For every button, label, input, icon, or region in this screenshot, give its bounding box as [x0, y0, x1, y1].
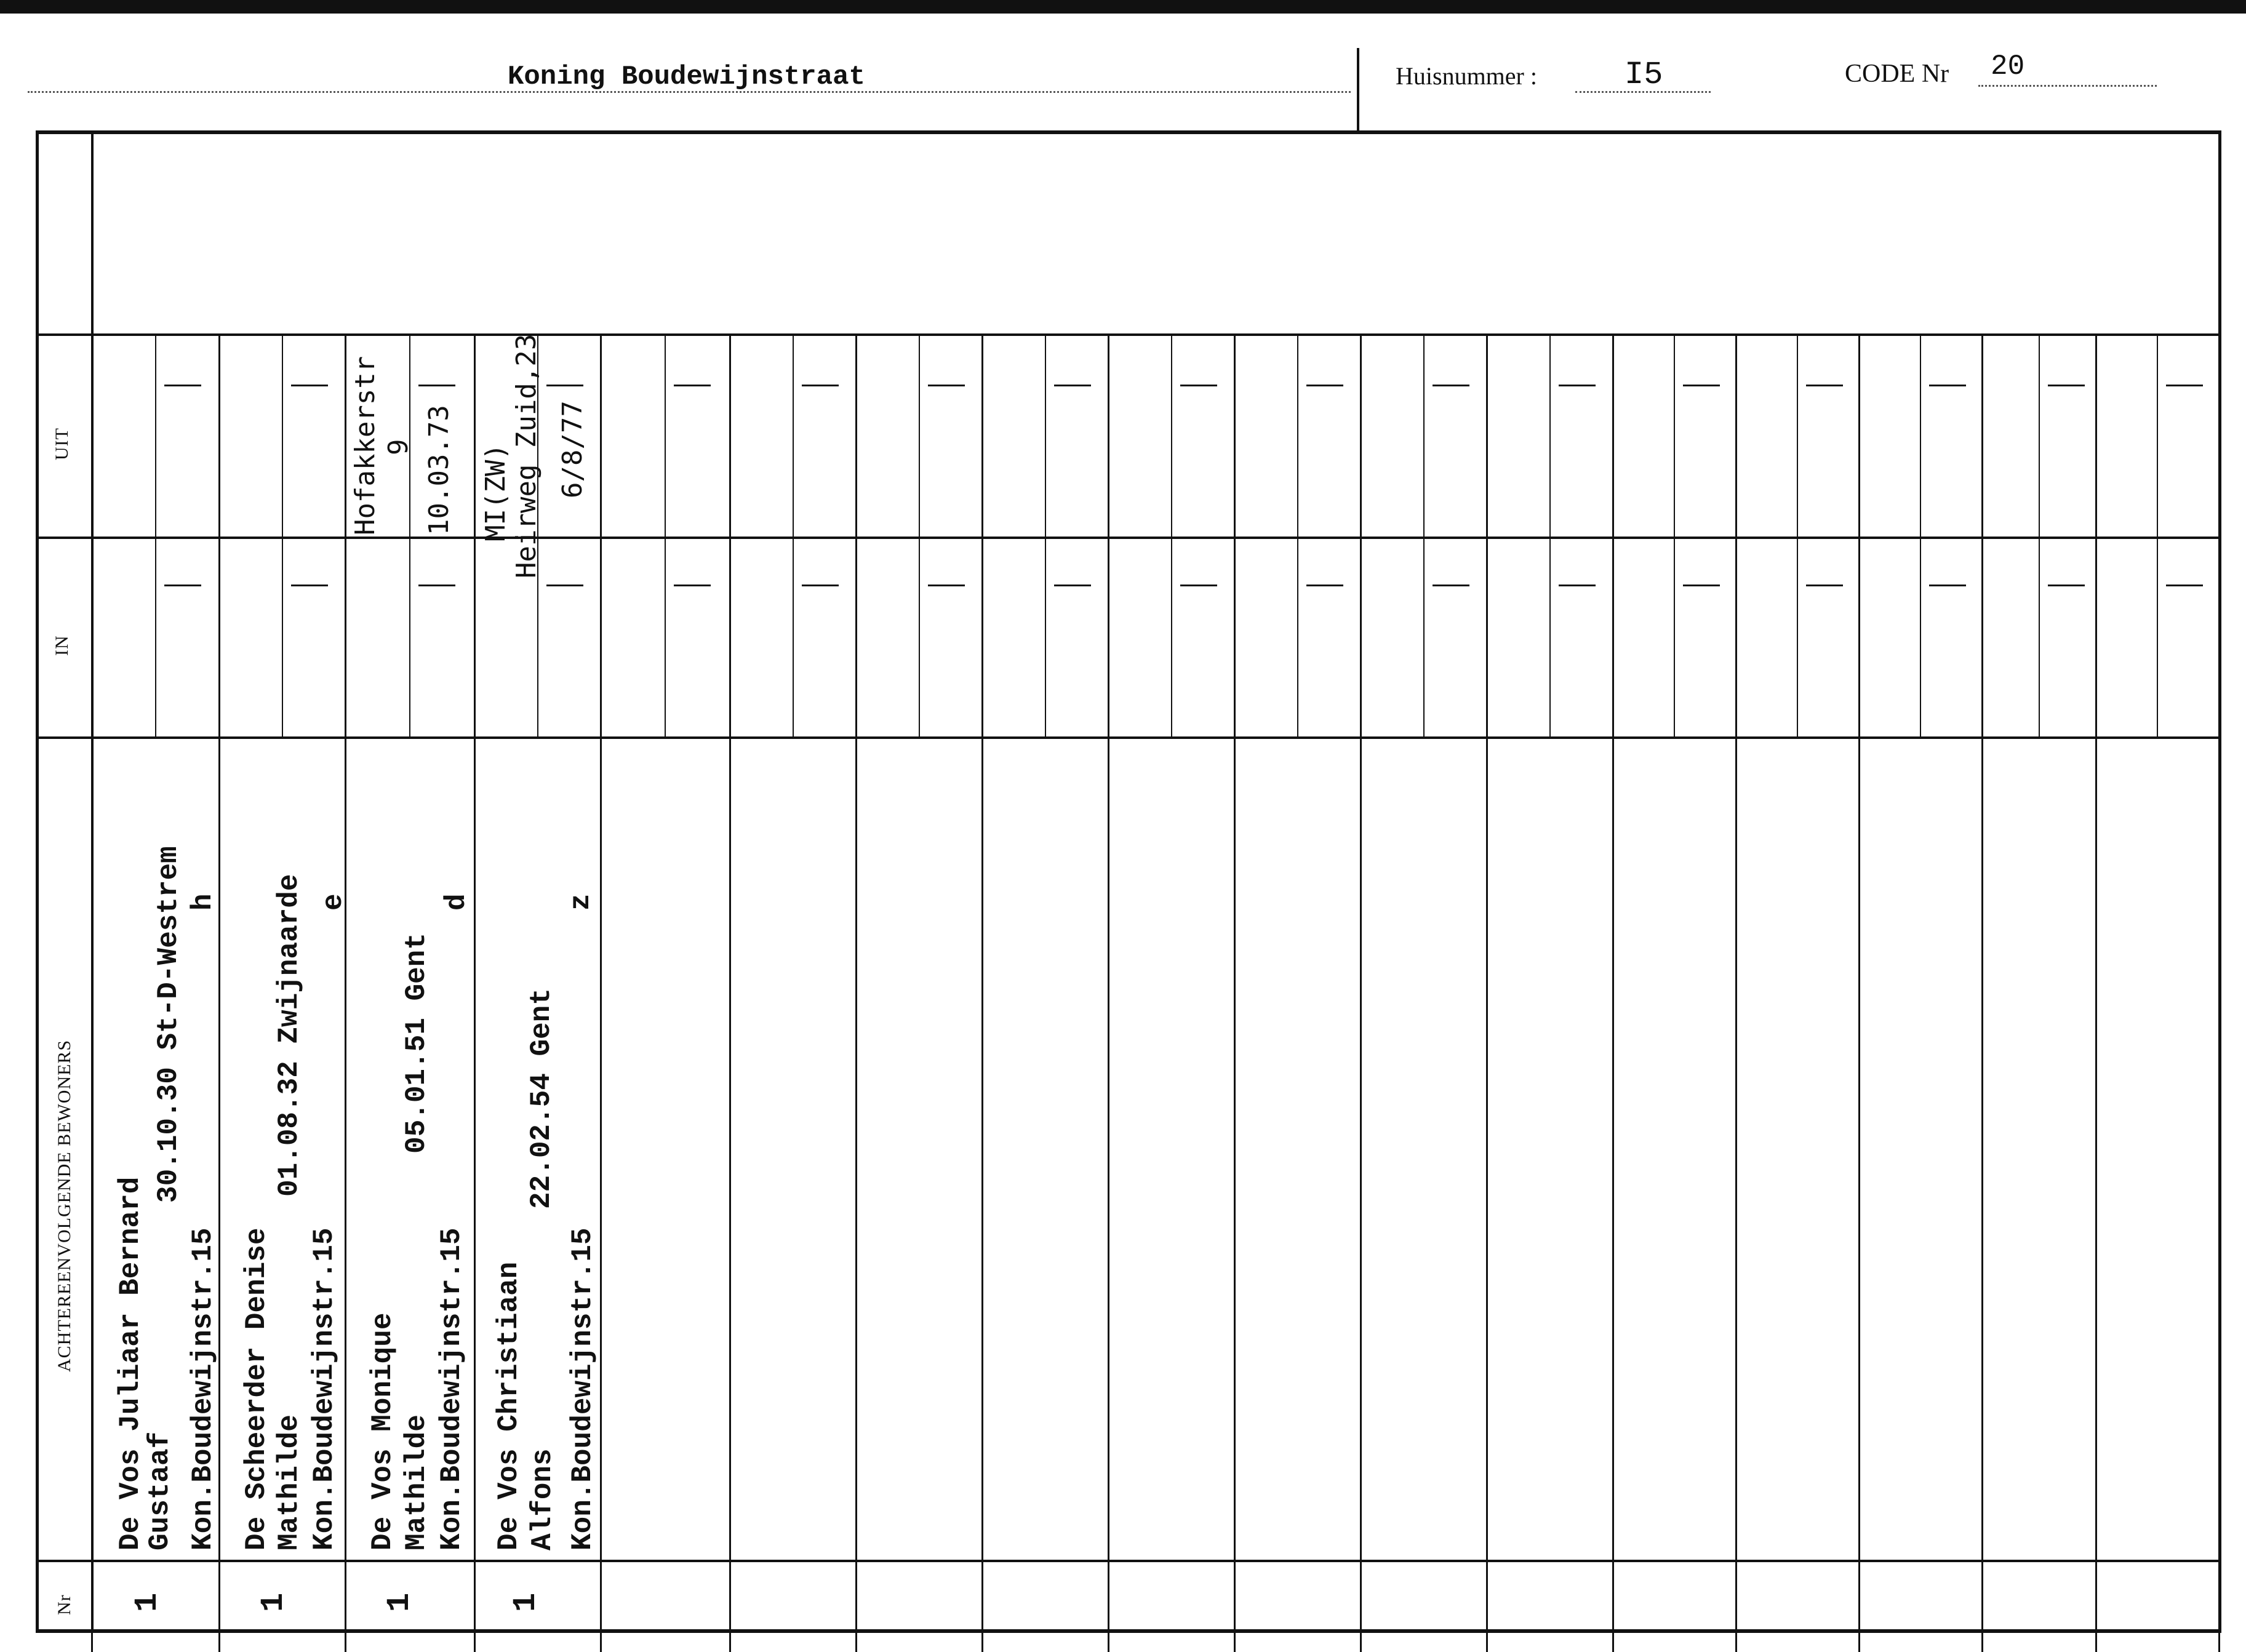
- resident-2-line1: De Scheerder Denise: [241, 1227, 273, 1550]
- bottom-tick: [1108, 1627, 1109, 1652]
- house-number-label: Huisnummer :: [1396, 62, 1537, 90]
- resident-4-mark: z: [565, 893, 597, 911]
- in-top-line: [36, 537, 2221, 539]
- in-dash: [1683, 585, 1720, 586]
- subcolumn-divider: [1674, 333, 1675, 736]
- uit-dash: [2166, 385, 2203, 386]
- bottom-tick: [1981, 1627, 1983, 1652]
- column-divider: [729, 333, 731, 1630]
- resident-4-line1: De Vos Christiaan: [493, 1261, 525, 1550]
- bottom-tick: [474, 1627, 476, 1652]
- bottom-tick: [2218, 1627, 2220, 1652]
- in-dash: [1180, 585, 1217, 586]
- residents-top-line: [36, 736, 2221, 739]
- subcolumn-divider: [1045, 333, 1046, 736]
- in-dash: [674, 585, 711, 586]
- bottom-tick: [855, 1627, 857, 1652]
- bottom-tick: [91, 1627, 93, 1652]
- code-dotted-line: [1978, 85, 2157, 87]
- subcolumn-divider: [665, 333, 666, 736]
- subcolumn-divider: [1797, 333, 1798, 736]
- bottom-tick: [1612, 1627, 1614, 1652]
- uit-dash: [2048, 385, 2085, 386]
- house-number-dotted-line: [1575, 91, 1711, 93]
- in-label: IN: [52, 635, 72, 656]
- in-dash: [1929, 585, 1966, 586]
- resident-4-uit-date: 6/8/77: [557, 401, 588, 498]
- uit-dash: [802, 385, 839, 386]
- header-divider: [1357, 48, 1359, 131]
- column-divider: [1981, 333, 1983, 1630]
- code-value: 20: [1991, 50, 2025, 82]
- bottom-tick: [1234, 1627, 1236, 1652]
- resident-4-line2-extra: 22.02.54 Gent: [526, 988, 558, 1209]
- resident-3-line1: De Vos Monique: [367, 1312, 399, 1550]
- subcolumn-divider: [282, 333, 283, 736]
- subcolumn-divider: [1549, 333, 1551, 736]
- nr-label: Nr: [54, 1594, 74, 1615]
- resident-1-line2: Gustaaf: [144, 1431, 176, 1550]
- uit-top-line: [36, 333, 2221, 336]
- code-label: CODE Nr: [1845, 60, 1949, 88]
- resident-1-mark: h: [187, 893, 219, 911]
- subcolumn-divider: [2157, 333, 2158, 736]
- residents-label: ACHTEREENVOLGENDE BEWONERS: [54, 1039, 74, 1372]
- column-divider: [345, 333, 346, 1630]
- in-dash: [1559, 585, 1596, 586]
- uit-dash: [928, 385, 965, 386]
- bottom-tick: [1735, 1627, 1737, 1652]
- resident-2-line2: Mathilde: [273, 1415, 305, 1550]
- bottom-tick: [981, 1627, 983, 1652]
- frame-bottom: [36, 1629, 2221, 1633]
- frame-right: [2218, 130, 2221, 1633]
- column-divider: [1612, 333, 1614, 1630]
- in-dash: [802, 585, 839, 586]
- uit-dash: [1054, 385, 1091, 386]
- street-dotted-line: [28, 91, 1351, 93]
- column-divider: [2095, 333, 2097, 1630]
- column-divider: [855, 333, 857, 1630]
- uit-dash: [418, 385, 455, 386]
- subcolumn-divider: [1297, 333, 1298, 736]
- column-divider: [1486, 333, 1488, 1630]
- subcolumn-divider: [409, 333, 410, 736]
- in-dash: [1054, 585, 1091, 586]
- subcolumn-divider: [1920, 333, 1921, 736]
- in-dash: [291, 585, 328, 586]
- bottom-tick: [1486, 1627, 1488, 1652]
- uit-label: UIT: [52, 428, 72, 460]
- resident-1-nr: 1: [129, 1592, 166, 1612]
- uit-dash: [1306, 385, 1343, 386]
- in-dash: [1306, 585, 1343, 586]
- street-name: Koning Boudewijnstraat: [508, 62, 865, 92]
- resident-3-mark: d: [441, 893, 473, 911]
- column-divider: [474, 333, 476, 1630]
- house-number-value: I5: [1625, 57, 1663, 93]
- top-edge-band: [0, 0, 2246, 14]
- resident-4-nr: 1: [508, 1592, 544, 1612]
- in-dash: [2048, 585, 2085, 586]
- resident-4-uit-place: MI(ZW): [480, 444, 511, 541]
- bottom-tick: [218, 1627, 220, 1652]
- uit-dash: [1180, 385, 1217, 386]
- bottom-tick: [2095, 1627, 2097, 1652]
- resident-3-uit-place: Hofakkerstr: [350, 356, 381, 535]
- in-dash: [1806, 585, 1843, 586]
- uit-dash: [291, 385, 328, 386]
- resident-1-line1: De Vos Juliaar Bernard: [114, 1176, 146, 1550]
- subcolumn-divider: [155, 333, 156, 736]
- in-dash: [2166, 585, 2203, 586]
- uit-dash: [164, 385, 201, 386]
- subcolumn-divider: [1171, 333, 1172, 736]
- frame-top: [36, 130, 2221, 134]
- column-divider: [1360, 333, 1362, 1630]
- bottom-tick: [729, 1627, 731, 1652]
- resident-1-line3: Kon.Boudewijnstr.15: [187, 1227, 219, 1550]
- uit-dash: [1683, 385, 1720, 386]
- resident-2-line2-extra: 01.08.32 Zwijnaarde: [273, 874, 305, 1197]
- in-dash: [546, 585, 583, 586]
- bottom-tick: [345, 1627, 346, 1652]
- resident-3-nr: 1: [382, 1592, 418, 1612]
- in-dash: [1433, 585, 1469, 586]
- column-divider: [1234, 333, 1236, 1630]
- resident-4-line2: Alfons: [527, 1448, 559, 1550]
- resident-3-line2-extra: 05.01.51 Gent: [401, 933, 433, 1154]
- bottom-tick: [1360, 1627, 1362, 1652]
- bottom-tick: [1858, 1627, 1860, 1652]
- uit-dash: [1433, 385, 1469, 386]
- frame-left: [36, 130, 39, 1633]
- subcolumn-divider: [2039, 333, 2040, 736]
- resident-4-uit-place2: Heirweg Zuid,23: [511, 333, 542, 578]
- resident-3-uit-place2: 9: [383, 439, 414, 455]
- subcolumn-divider: [793, 333, 794, 736]
- resident-2-nr: 1: [255, 1592, 292, 1612]
- resident-3-line3: Kon.Boudewijnstr.15: [436, 1227, 468, 1550]
- in-dash: [164, 585, 201, 586]
- label-column-divider: [91, 130, 94, 1633]
- column-divider: [1858, 333, 1860, 1630]
- uit-dash: [674, 385, 711, 386]
- uit-dash: [1806, 385, 1843, 386]
- uit-dash: [546, 385, 583, 386]
- resident-4-line3: Kon.Boudewijnstr.15: [567, 1227, 599, 1550]
- uit-dash: [1929, 385, 1966, 386]
- resident-3-line2: Mathilde: [401, 1415, 433, 1550]
- column-divider: [1735, 333, 1737, 1630]
- in-dash: [928, 585, 965, 586]
- resident-1-line2-extra: 30.10.30 St-D-Westrem: [153, 846, 185, 1203]
- resident-2-mark: e: [318, 893, 350, 911]
- subcolumn-divider: [1423, 333, 1425, 736]
- uit-dash: [1559, 385, 1596, 386]
- resident-3-uit-date: 10.03.73: [423, 405, 455, 535]
- column-divider: [1108, 333, 1109, 1630]
- nr-top-line: [36, 1560, 2221, 1562]
- in-dash: [418, 585, 455, 586]
- subcolumn-divider: [919, 333, 920, 736]
- resident-2-line3: Kon.Boudewijnstr.15: [308, 1227, 340, 1550]
- bottom-tick: [600, 1627, 602, 1652]
- column-divider: [981, 333, 983, 1630]
